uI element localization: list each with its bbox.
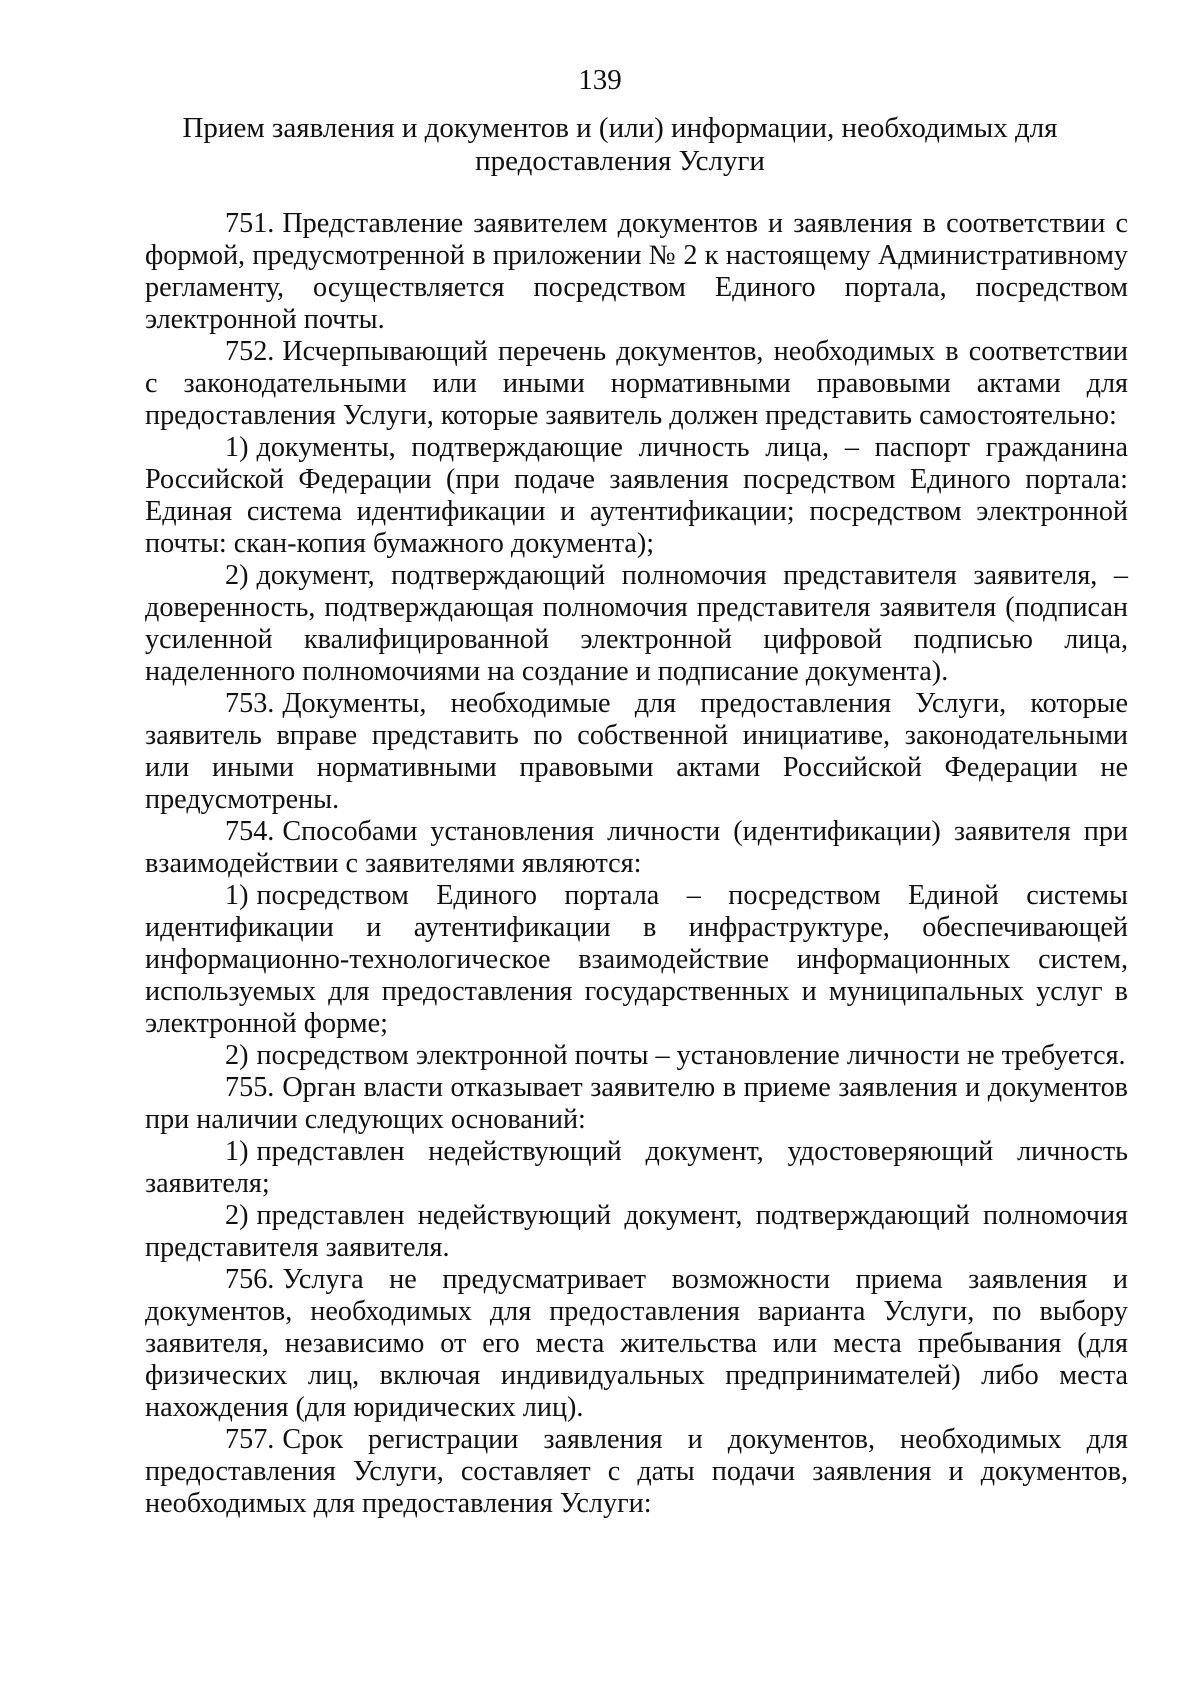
paragraph-753: [145, 688, 1128, 816]
page-number: 139: [578, 64, 622, 96]
list-item: [145, 1040, 1128, 1072]
list-item: [145, 880, 1128, 1040]
paragraph-751: [145, 208, 1128, 336]
paragraph-text: Услуга не предусматривает возможности приема заявления и документов, необходимых для предоставления варианта Услуги, по выбору заявителя, независимо от его места жительства или места пребывания (для физических лиц, включая индивидуальных предпринимателей) либо места нахождения (для юридических лиц).: [145, 1264, 1128, 1423]
list-item-text: посредством электронной почты – установление личности не требуется.: [256, 1040, 1126, 1071]
paragraph-752: [145, 336, 1128, 432]
list-item-number: 1): [225, 432, 249, 463]
list-item-text: посредством Единого портала – посредством Единой системы идентификации и аутентификации в инфраструктуре, обеспечивающей информационно-технологическое взаимодействие информационных систем, используемых для предоставления государственных и муниципальных услуг в электронной форме;: [145, 880, 1128, 1039]
list-item: [145, 432, 1128, 560]
paragraph-text: Документы, необходимые для предоставления Услуги, которые заявитель вправе представить по собственной инициативе, законодательными или иными нормативными правовыми актами Российской Федерации не предусмотрены.: [145, 688, 1128, 815]
list-item-text: представлен недействующий документ, удостоверяющий личность заявителя;: [145, 1136, 1128, 1199]
paragraph-number: 751.: [225, 208, 275, 239]
paragraph-754: [145, 816, 1128, 880]
list-item-text: документы, подтверждающие личность лица, – паспорт гражданина Российской Федерации (при подаче заявления посредством Единого портала: Единая система идентификации и аутентификации; посредством электронной почты: скан-копия бумажного документа);: [145, 432, 1128, 559]
section-title: Прием заявления и документов и (или) информации, необходимых для предоставления Услуги: [182, 112, 1058, 177]
paragraph-757: [145, 1424, 1128, 1520]
paragraph-number: 757.: [225, 1424, 275, 1455]
paragraph-number: 755.: [225, 1072, 275, 1103]
paragraph-number: 756.: [225, 1264, 275, 1295]
paragraph-text: Исчерпывающий перечень документов, необходимых в соответствии с законодательными или иными нормативными правовыми актами для предоставления Услуги, которые заявитель должен представить самостоятельно:: [145, 336, 1128, 431]
list-item: [145, 1200, 1128, 1264]
list-item: [145, 1136, 1128, 1200]
list-item: [145, 560, 1128, 688]
list-item-number: 2): [225, 1040, 249, 1071]
paragraph-text: Срок регистрации заявления и документов, необходимых для предоставления Услуги, составляет с даты подачи заявления и документов, необходимых для предоставления Услуги:: [145, 1424, 1128, 1519]
paragraph-755: [145, 1072, 1128, 1136]
paragraph-text: Способами установления личности (идентификации) заявителя при взаимодействии с заявителями являются:: [145, 816, 1128, 879]
list-item-text: документ, подтверждающий полномочия представителя заявителя, – доверенность, подтверждающая полномочия представителя заявителя (подписан усиленной квалифицированной электронной цифровой подписью лица, наделенного полномочиями на создание и подписание документа).: [145, 560, 1128, 687]
paragraph-text: Орган власти отказывает заявителю в приеме заявления и документов при наличии следующих оснований:: [145, 1072, 1128, 1135]
list-item-number: 1): [225, 1136, 249, 1167]
paragraph-text: Представление заявителем документов и заявления в соответствии с формой, предусмотренной в приложении № 2 к настоящему Административному регламенту, осуществляется посредством Единого портала, посредством электронной почты.: [145, 208, 1128, 335]
paragraph-number: 753.: [225, 688, 275, 719]
document-body: [145, 208, 1128, 1520]
paragraph-number: 754.: [225, 816, 275, 847]
list-item-number: 1): [225, 880, 249, 911]
paragraph-number: 752.: [225, 336, 275, 367]
list-item-number: 2): [225, 560, 249, 591]
list-item-number: 2): [225, 1200, 249, 1231]
paragraph-756: [145, 1264, 1128, 1424]
list-item-text: представлен недействующий документ, подтверждающий полномочия представителя заявителя.: [145, 1200, 1128, 1263]
